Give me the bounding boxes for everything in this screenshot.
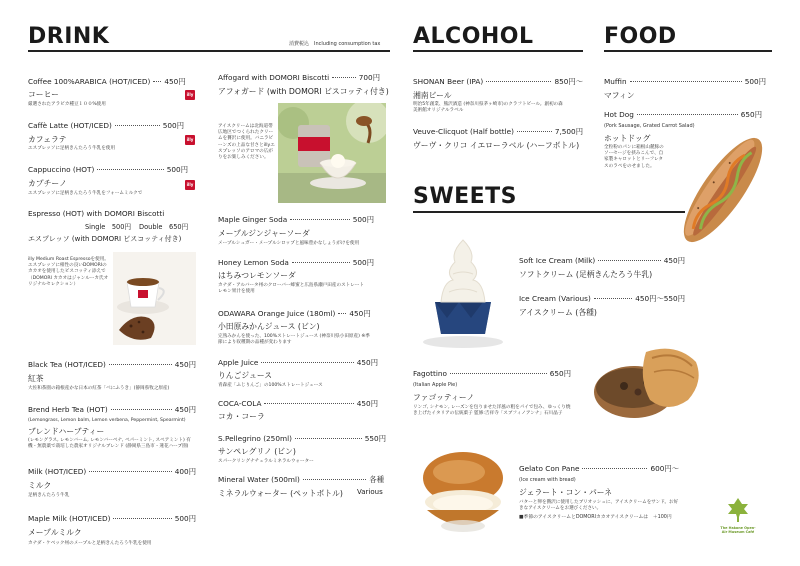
item-jp-name: 小田原みかんジュース (ビン) bbox=[218, 322, 320, 331]
item-name: Coffee 100%ARABICA (HOT/ICED) bbox=[28, 77, 151, 86]
alcohol-heading: ALCOHOL bbox=[413, 24, 534, 49]
dotted-leader bbox=[637, 114, 738, 115]
item-desc: 明治5年創業、熊沢酒造 (神奈川県茅ヶ崎市)のクラフトビール。創初の森美術館オリジナルラベル bbox=[413, 102, 563, 114]
item-price: 450円〜550円 bbox=[635, 294, 685, 303]
item-desc: スパークリングナチュラルミネラルウォーター bbox=[218, 459, 314, 464]
menu-item-milk bbox=[28, 467, 196, 477]
dotted-leader bbox=[630, 81, 742, 82]
item-name: Veuve-Clicquot (Half bottle) bbox=[413, 127, 514, 136]
menu-item-pellegrino bbox=[218, 434, 386, 444]
item-extra-note: ■季節のアイスクリームとDOMORIカカオアイスクリームは ＋100円 bbox=[519, 515, 672, 520]
item-jp-name: エスプレッソ (with DOMORI ビスコッティ付き) bbox=[28, 235, 182, 243]
item-jp-name: カフェラテ bbox=[28, 135, 67, 144]
item-name: Mineral Water (500ml) bbox=[218, 475, 300, 484]
menu-item-orange-juice bbox=[218, 309, 371, 319]
dotted-leader bbox=[594, 298, 632, 299]
item-desc: エスプレッソに足柄きんたろう牛乳を使用 bbox=[28, 146, 116, 151]
museum-logo-text: The Hakone Open-Air Museum Café bbox=[720, 526, 756, 535]
menu-item-caffe-latte bbox=[28, 121, 184, 131]
item-desc: (レモングラス, レモンバーム, レモンバーベナ, ペパーミント, スペアミント) 有機・無農薬で栽培した農家オリジナルブレンド (静岡県三島市・蓮花ハーブ園) bbox=[28, 438, 191, 450]
food-rule bbox=[604, 50, 772, 52]
menu-item-apple-juice bbox=[218, 358, 378, 368]
fagottino-photo bbox=[576, 322, 706, 432]
item-price: 500円 bbox=[162, 121, 184, 130]
dotted-leader bbox=[290, 219, 350, 220]
single-price: Single 500円 bbox=[85, 223, 132, 231]
hot-dog-photo bbox=[664, 130, 782, 250]
item-name: Milk (HOT/ICED) bbox=[28, 467, 87, 476]
menu-item-shonan-beer bbox=[413, 77, 583, 87]
item-price: 650円 bbox=[549, 369, 571, 378]
item-price: 550円 bbox=[364, 434, 386, 443]
item-name: Fagottino bbox=[413, 369, 447, 378]
menu-item-espresso bbox=[28, 209, 164, 218]
menu-item-muffin bbox=[604, 77, 766, 87]
item-sub: (Pork Sausage, Grated Carrot Salad) bbox=[604, 123, 695, 129]
menu-item-maple-ginger-soda bbox=[218, 215, 374, 225]
item-name: COCA-COLA bbox=[218, 399, 262, 408]
dotted-leader bbox=[486, 81, 551, 82]
item-jp-name: りんごジュース bbox=[218, 371, 273, 380]
item-price: 450円 bbox=[356, 399, 378, 408]
item-sub: (Italian Apple Pie) bbox=[413, 382, 458, 388]
item-jp-name: 湘南ビール bbox=[413, 91, 452, 100]
item-jp-name: ファゴッティーノ bbox=[413, 393, 475, 402]
item-desc: エスプレッソに足柄きんたろう牛乳をフォームミルクで bbox=[28, 191, 143, 196]
item-name: Brend Herb Tea (HOT) bbox=[28, 405, 108, 414]
illy-logo-icon: illy bbox=[185, 90, 195, 100]
menu-item-coca-cola bbox=[218, 399, 378, 409]
dotted-leader bbox=[450, 373, 547, 374]
item-jp-name: はちみつレモンソーダ bbox=[218, 271, 296, 280]
item-name: ODAWARA Orange Juice (180ml) bbox=[218, 309, 336, 318]
tax-note: 消費税込 Including consumption tax bbox=[289, 41, 381, 47]
item-jp-name: ブレンドハーブティー bbox=[28, 427, 105, 436]
item-desc: 厳選されたアラビカ種豆１００%使用 bbox=[28, 102, 106, 107]
espresso-photo bbox=[113, 252, 196, 345]
item-desc: カナダ・アルバータ州のクローバー蜂蜜と広島県瀬戸田産のストレートレモン果汁を使用 bbox=[218, 283, 365, 295]
dotted-leader bbox=[303, 479, 367, 480]
dotted-leader bbox=[261, 362, 353, 363]
dotted-leader bbox=[111, 409, 172, 410]
item-name: Ice Cream (Various) bbox=[519, 294, 591, 303]
dotted-leader bbox=[264, 403, 353, 404]
item-price: 450円 bbox=[663, 256, 685, 265]
item-jp-name: ミルク bbox=[28, 481, 52, 490]
dotted-leader bbox=[582, 468, 647, 469]
item-name: Gelato Con Pane bbox=[519, 464, 580, 473]
menu-item-ice-cream bbox=[519, 294, 685, 304]
item-name: Honey Lemon Soda bbox=[218, 258, 289, 267]
item-jp-name: ホットドッグ bbox=[604, 134, 651, 143]
menu-item-affogato bbox=[218, 73, 380, 83]
dotted-leader bbox=[517, 131, 552, 132]
item-name: Maple Ginger Soda bbox=[218, 215, 288, 224]
item-name: S.Pellegrino (250ml) bbox=[218, 434, 292, 443]
item-desc: バターと卵を贅沢に使用したブリオッシュに、アイスクリームをサンド。お好きなアイスクリームをお選びください。 bbox=[519, 500, 679, 512]
item-sub: (Lemongrass, Lemon balm, Lemon verbena, Peppermint, Spearmint) bbox=[28, 418, 186, 423]
double-price: Double 650円 bbox=[139, 223, 189, 231]
item-price: 650円 bbox=[740, 110, 762, 119]
item-price-various: Various bbox=[357, 488, 383, 496]
dotted-leader bbox=[153, 81, 161, 82]
item-desc: 完熟みかんを使った、100%ストレートジュース (神奈川県小田原産) ※季節により収穫期の品種が変わります bbox=[218, 334, 370, 346]
item-price: 450円 bbox=[356, 358, 378, 367]
item-price: 450円 bbox=[174, 405, 196, 414]
dotted-leader bbox=[332, 77, 356, 78]
item-name: Maple Milk (HOT/ICED) bbox=[28, 514, 111, 523]
item-jp-name: アイスクリーム (各種) bbox=[519, 308, 597, 317]
item-jp-name: ジェラート・コン・パーネ bbox=[519, 488, 613, 497]
item-desc: カナダ・ケベック州のメープルと足柄きんたろう牛乳を使用 bbox=[28, 541, 152, 546]
item-jp-name: サンペレグリノ (ビン) bbox=[218, 447, 296, 456]
dotted-leader bbox=[113, 518, 171, 519]
sweets-heading: SWEETS bbox=[413, 184, 518, 209]
dotted-leader bbox=[598, 260, 660, 261]
gelato-con-pane-photo bbox=[413, 436, 513, 546]
menu-item-herb-tea bbox=[28, 405, 196, 415]
item-price: 850円〜 bbox=[554, 77, 583, 86]
item-price: 500円 bbox=[352, 258, 374, 267]
item-desc: メープルシュガー・メープルシロップと風味豊かなしょうがけを使用 bbox=[218, 241, 360, 246]
item-name: Cappuccino (HOT) bbox=[28, 165, 95, 174]
item-jp-name: マフィン bbox=[604, 91, 635, 100]
item-price: 500円 bbox=[174, 514, 196, 523]
menu-item-hot-dog bbox=[604, 110, 762, 120]
menu-item-gelato-con-pane bbox=[519, 464, 679, 474]
item-price: 各種 bbox=[369, 475, 384, 484]
dotted-leader bbox=[338, 313, 346, 314]
item-jp-name: コカ・コーラ bbox=[218, 412, 265, 421]
item-price: 7,500円 bbox=[554, 127, 583, 136]
item-price: 700円 bbox=[358, 73, 380, 82]
item-desc: 大佐和茶園の箱根産かな日本の紅茶「べにふうき」(静岡県牧之原産) bbox=[28, 386, 170, 391]
item-desc: 全粒粉のパンに箱根山麓豚のソーセージを挟みこんで、自家製キャロットとリーフレタスのラペをのせました。 bbox=[604, 145, 664, 169]
menu-item-mineral-water bbox=[218, 475, 384, 485]
menu-item-coffee bbox=[28, 77, 186, 87]
dotted-leader bbox=[115, 125, 160, 126]
espresso-prices bbox=[85, 221, 188, 231]
illy-logo-icon: illy bbox=[185, 135, 195, 145]
item-name: Muffin bbox=[604, 77, 627, 86]
item-price: 450円 bbox=[164, 77, 186, 86]
menu-item-cappuccino bbox=[28, 165, 188, 175]
item-price: 500円 bbox=[744, 77, 766, 86]
item-jp-name: メープルミルク bbox=[28, 528, 82, 537]
dotted-leader bbox=[89, 471, 172, 472]
item-desc: リンゴ, シナモン, レーズンを包りませた洋風の粗をパイで包み、ゆっくり焼き上げたイタリアの伝統菓子 監修:吉祥寺「スブフィノアンナ」石川晶子 bbox=[413, 405, 571, 417]
food-heading: FOOD bbox=[604, 24, 677, 49]
sweets-rule bbox=[413, 211, 685, 213]
item-jp-name: ヴーヴ・クリコ イエローラベル (ハーフボトル) bbox=[413, 141, 580, 150]
item-jp-name: メープルジンジャーソーダ bbox=[218, 229, 310, 238]
item-price: 400円 bbox=[174, 467, 196, 476]
tree-logo-icon bbox=[724, 496, 752, 522]
item-name: Soft Ice Cream (Milk) bbox=[519, 256, 596, 265]
menu-item-soft-ice-cream bbox=[519, 256, 685, 266]
item-name: Affogard with DOMORI Biscotti bbox=[218, 73, 330, 82]
affogato-photo bbox=[278, 103, 386, 203]
illy-logo-icon: illy bbox=[185, 180, 195, 190]
menu-item-maple-milk bbox=[28, 514, 196, 524]
espresso-blurb: illy Medium Roast Espressoを使用。エスプレッソに相性の良いDOMORIのカカオを使用したビスコッティ添えで（DOMORI カカオはジャンルーカ氏オリジナルセレクション） bbox=[28, 257, 109, 287]
item-jp-name: コーヒー bbox=[28, 90, 59, 99]
item-name: Apple Juice bbox=[218, 358, 259, 367]
menu-item-honey-lemon-soda bbox=[218, 258, 374, 268]
item-price: 450円 bbox=[349, 309, 371, 318]
item-jp-name: ソフトクリーム (足柄きんたろう牛乳) bbox=[519, 270, 653, 279]
item-price: 450円 bbox=[174, 360, 196, 369]
item-jp-name: ミネラルウォーター (ペットボトル) bbox=[218, 489, 343, 498]
drink-heading: DRINK bbox=[28, 24, 110, 49]
item-jp-name: カプチーノ bbox=[28, 179, 67, 188]
item-name: Espresso (HOT) with DOMORI Biscotti bbox=[28, 209, 165, 218]
menu-item-veuve-clicquot bbox=[413, 127, 583, 137]
dotted-leader bbox=[295, 438, 362, 439]
item-jp-name: アフォガード (with DOMORI ビスコッティ付き) bbox=[218, 87, 389, 96]
alcohol-rule bbox=[413, 50, 583, 52]
menu-item-black-tea bbox=[28, 360, 196, 370]
item-price: 500円 bbox=[166, 165, 188, 174]
soft-ice-cream-photo bbox=[413, 222, 513, 352]
dotted-leader bbox=[292, 262, 350, 263]
item-sub: (Ice cream with bread) bbox=[519, 477, 576, 483]
drink-rule bbox=[28, 50, 390, 52]
item-price: 500円 bbox=[352, 215, 374, 224]
item-name: SHONAN Beer (IPA) bbox=[413, 77, 484, 86]
item-jp-name: 紅茶 bbox=[28, 374, 44, 383]
item-name: Black Tea (HOT/ICED) bbox=[28, 360, 106, 369]
item-price: 600円〜 bbox=[650, 464, 679, 473]
item-desc: 青森産「ふじりんご」の100%ストレートジュース bbox=[218, 383, 323, 388]
item-desc: 足柄きんたろう牛乳 bbox=[28, 493, 70, 498]
item-desc: アイスクリームは北海道帯広地区でつくられたクリームを贅沢に使用。バニラビーンズの上品な甘さとillyエスプレッソのアロマの広がりをお楽しみください。 bbox=[218, 124, 275, 160]
dotted-leader bbox=[97, 169, 163, 170]
item-name: Hot Dog bbox=[604, 110, 634, 119]
dotted-leader bbox=[109, 364, 172, 365]
menu-item-fagottino bbox=[413, 369, 571, 379]
museum-logo bbox=[718, 496, 758, 544]
item-name: Caffè Latte (HOT/ICED) bbox=[28, 121, 112, 130]
